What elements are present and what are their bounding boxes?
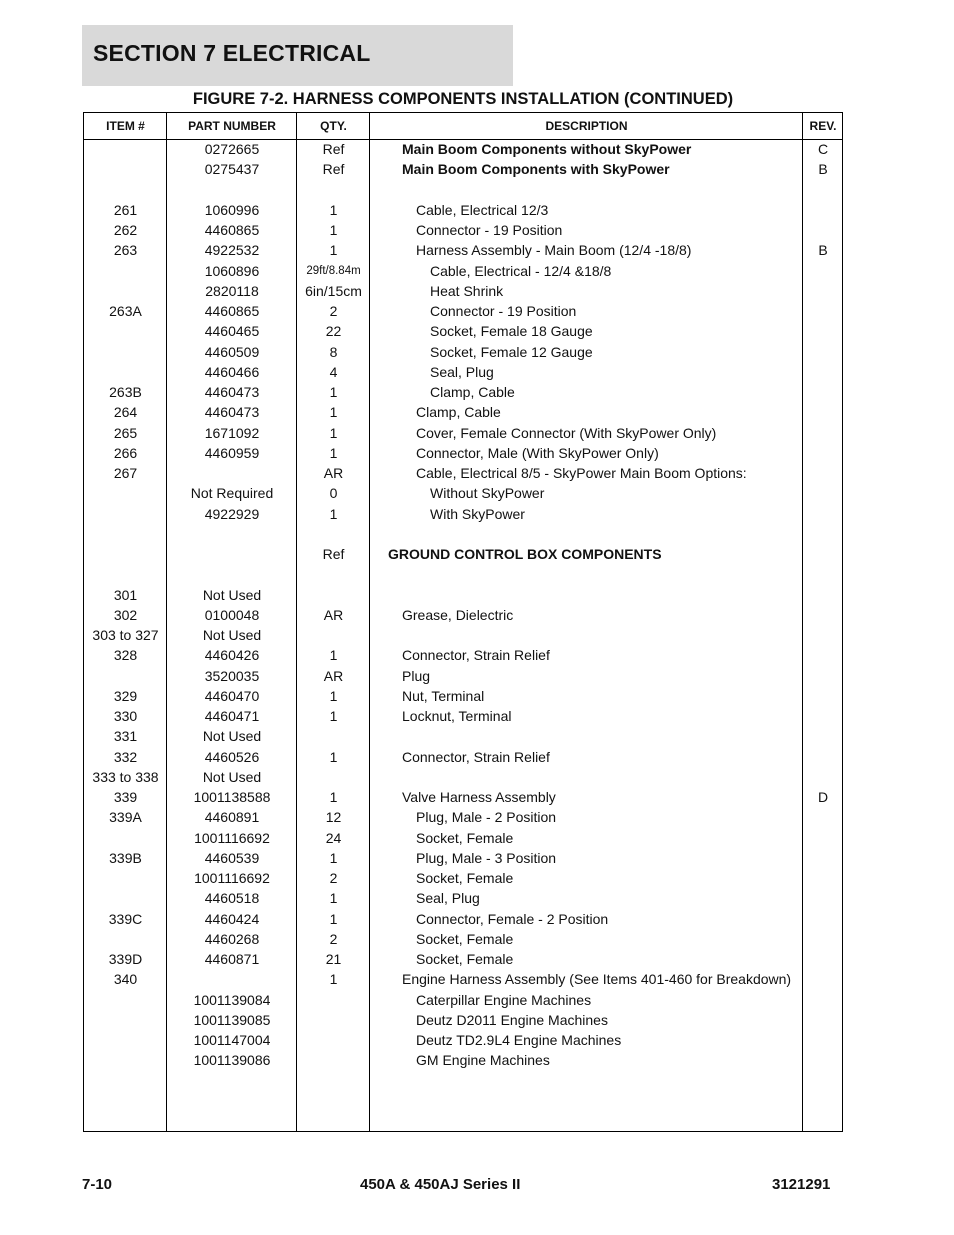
part-number-cell: 0100048: [204, 606, 260, 623]
part-number-cell: Not Used: [202, 728, 262, 745]
header-rev: REV.: [809, 119, 837, 133]
table-row: [84, 321, 842, 341]
description-cell: Caterpillar Engine Machines: [416, 991, 592, 1008]
description-cell: Without SkyPower: [430, 485, 545, 502]
part-number-cell: 4922929: [204, 505, 260, 522]
part-number-cell: 0272665: [204, 141, 260, 157]
part-number-cell: 4460426: [204, 647, 260, 664]
part-number-cell: 4460466: [204, 363, 260, 380]
table-row: [84, 342, 842, 362]
rev-cell: D: [817, 789, 829, 805]
qty-cell: Ref: [322, 546, 345, 562]
part-number-cell: 4460959: [204, 444, 260, 461]
qty-cell: AR: [323, 465, 344, 481]
table-row: [84, 1050, 842, 1070]
description-cell: Main Boom Components without SkyPower: [402, 141, 692, 157]
table-row: [84, 807, 842, 827]
qty-cell: 2: [329, 870, 338, 886]
footer-page-number: 7-10: [82, 1176, 113, 1193]
item-number-cell: 261: [113, 201, 138, 218]
part-number-cell: 1060896: [204, 262, 260, 279]
part-number-cell: 1001139084: [193, 991, 271, 1008]
description-cell: Connector - 19 Position: [430, 303, 577, 319]
table-row: [84, 645, 842, 665]
table-row: [84, 443, 842, 463]
rev-cell: B: [818, 161, 828, 178]
table-row: [84, 990, 842, 1010]
table-row: [84, 747, 842, 767]
table-row: [84, 706, 842, 726]
qty-cell: 4: [329, 363, 338, 380]
description-cell: Socket, Female: [416, 951, 514, 967]
qty-cell: 6in/15cm: [305, 282, 362, 299]
table-row: [84, 787, 842, 807]
qty-cell: 8: [329, 343, 338, 360]
part-number-cell: Not Required: [190, 485, 274, 502]
table-row: [84, 301, 842, 321]
table-row: [84, 524, 842, 544]
table-row: [84, 362, 842, 382]
part-number-cell: 1001116692: [194, 829, 270, 846]
description-cell: Cable, Electrical 8/5 - SkyPower Main Boom Options:: [416, 465, 747, 481]
header-qty: QTY.: [320, 119, 347, 133]
table-row: [84, 949, 842, 969]
part-number-cell: 1060996: [204, 201, 260, 218]
description-cell: Deutz TD2.9L4 Engine Machines: [416, 1032, 622, 1048]
table-row: [84, 504, 842, 524]
rev-cell: C: [817, 141, 829, 157]
header-description: DESCRIPTION: [545, 119, 628, 133]
qty-cell: 1: [329, 849, 338, 866]
part-number-cell: 4460473: [204, 384, 260, 400]
qty-cell: 1: [329, 971, 338, 988]
part-number-cell: 0275437: [204, 161, 260, 178]
part-number-cell: 4460465: [204, 323, 260, 340]
item-number-cell: 329: [113, 687, 138, 704]
qty-cell: 1: [329, 789, 338, 805]
part-number-cell: 4460865: [204, 303, 260, 319]
description-cell: Socket, Female: [416, 870, 514, 886]
description-cell: Plug, Male - 2 Position: [416, 809, 557, 826]
table-row: [84, 240, 842, 260]
table-row: [84, 726, 842, 746]
table-row: [84, 767, 842, 787]
qty-cell: 24: [325, 829, 342, 846]
qty-cell: 1: [329, 242, 338, 259]
part-number-cell: Not Used: [202, 586, 262, 603]
table-row: [84, 139, 842, 159]
qty-cell: AR: [323, 606, 344, 623]
rev-cell: B: [818, 242, 828, 259]
item-number-cell: 332: [113, 748, 138, 765]
qty-cell: 1: [329, 384, 338, 400]
table-row: [84, 564, 842, 584]
part-number-cell: 4460865: [204, 222, 260, 238]
table-row: [84, 423, 842, 443]
item-number-cell: 339D: [108, 951, 143, 967]
description-cell: Cable, Electrical 12/3: [416, 201, 549, 218]
table-row: [84, 909, 842, 929]
item-number-cell: 340: [113, 971, 138, 988]
description-cell: Socket, Female: [416, 829, 514, 846]
part-number-cell: 4460539: [204, 849, 260, 866]
description-cell: Locknut, Terminal: [402, 708, 512, 724]
description-cell: Clamp, Cable: [430, 384, 515, 400]
description-cell: GROUND CONTROL BOX COMPONENTS: [388, 546, 662, 562]
table-row: [84, 180, 842, 200]
item-number-cell: 339B: [109, 849, 142, 866]
description-cell: Heat Shrink: [430, 282, 504, 299]
part-number-cell: 4460891: [204, 809, 260, 826]
table-row: [84, 281, 842, 301]
part-number-cell: 4460871: [204, 951, 260, 967]
description-cell: Socket, Female: [416, 930, 514, 947]
part-number-cell: 4460473: [204, 404, 260, 421]
qty-cell: 1: [329, 222, 338, 238]
footer-doc-number: 3121291: [772, 1176, 831, 1193]
item-number-cell: 262: [113, 222, 138, 238]
table-row: [84, 848, 842, 868]
qty-cell: 2: [329, 303, 338, 319]
item-number-cell: 265: [113, 424, 138, 441]
item-number-cell: 263A: [109, 303, 142, 319]
qty-cell: 29ft/8.84m: [306, 264, 361, 277]
part-number-cell: 4922532: [204, 242, 260, 259]
item-number-cell: 339: [113, 789, 138, 805]
qty-cell: AR: [323, 667, 344, 684]
part-number-cell: 4460470: [204, 687, 260, 704]
table-row: [84, 382, 842, 402]
qty-cell: 2: [329, 930, 338, 947]
item-number-cell: 333 to 338: [92, 768, 159, 785]
description-cell: Main Boom Components with SkyPower: [402, 161, 670, 178]
part-number-cell: 1001116692: [194, 870, 270, 886]
item-number-cell: 266: [113, 444, 138, 461]
qty-cell: 21: [325, 951, 342, 967]
item-number-cell: 302: [113, 606, 138, 623]
part-number-cell: 1001139086: [193, 1052, 271, 1069]
qty-cell: 0: [329, 485, 338, 502]
description-cell: GM Engine Machines: [416, 1052, 550, 1069]
qty-cell: 1: [329, 647, 338, 664]
table-row: [84, 828, 842, 848]
table-row: [84, 159, 842, 179]
part-number-cell: 4460526: [204, 748, 260, 765]
description-cell: Deutz D2011 Engine Machines: [416, 1011, 608, 1028]
item-number-cell: 303 to 327: [92, 627, 159, 643]
table-row: [84, 868, 842, 888]
figure-title: FIGURE 7-2. HARNESS COMPONENTS INSTALLATION (CONTINUED): [192, 90, 734, 108]
item-number-cell: 263: [113, 242, 138, 259]
table-row: [84, 200, 842, 220]
item-number-cell: 328: [113, 647, 138, 664]
qty-cell: 1: [329, 201, 338, 218]
description-cell: Connector, Male (With SkyPower Only): [416, 444, 659, 461]
table-row: [84, 929, 842, 949]
part-number-cell: 1001147004: [193, 1032, 271, 1048]
description-cell: Nut, Terminal: [402, 687, 485, 704]
qty-cell: 1: [329, 890, 338, 907]
qty-cell: 1: [329, 505, 338, 522]
table-row: [84, 969, 842, 989]
footer-model: 450A & 450AJ Series II: [360, 1176, 521, 1193]
description-cell: Engine Harness Assembly (See Items 401-460 for Breakdown): [402, 971, 792, 988]
description-cell: Connector, Strain Relief: [402, 647, 550, 664]
description-cell: Cover, Female Connector (With SkyPower Only): [416, 424, 717, 441]
parts-table: [83, 112, 843, 1132]
qty-cell: 1: [329, 708, 338, 724]
part-number-cell: 4460471: [204, 708, 260, 724]
description-cell: Socket, Female 18 Gauge: [430, 323, 593, 340]
part-number-cell: 2820118: [205, 282, 259, 299]
qty-cell: Ref: [322, 141, 345, 157]
item-number-cell: 331: [113, 728, 138, 745]
item-number-cell: 339A: [109, 809, 142, 826]
item-number-cell: 267: [113, 465, 138, 481]
table-row: [84, 1030, 842, 1050]
description-cell: Connector - 19 Position: [416, 222, 563, 238]
part-number-cell: Not Used: [202, 627, 262, 643]
section-title: SECTION 7 ELECTRICAL: [93, 40, 371, 66]
qty-cell: 1: [329, 424, 338, 441]
table-row: [84, 220, 842, 240]
description-cell: Clamp, Cable: [416, 404, 501, 421]
qty-cell: 12: [325, 809, 342, 826]
description-cell: Connector, Strain Relief: [402, 748, 550, 765]
qty-cell: 1: [329, 910, 338, 927]
table-row: [84, 402, 842, 422]
table-row: [84, 625, 842, 645]
part-number-cell: 4460424: [204, 910, 260, 927]
table-row: [84, 483, 842, 503]
item-number-cell: 301: [113, 586, 138, 603]
description-cell: Seal, Plug: [430, 363, 494, 380]
part-number-cell: 3520035: [204, 667, 260, 684]
table-row: [84, 605, 842, 625]
table-row: [84, 544, 842, 564]
item-number-cell: 339C: [108, 910, 143, 927]
description-cell: Plug, Male - 3 Position: [416, 849, 557, 866]
table-row: [84, 686, 842, 706]
qty-cell: 22: [325, 323, 342, 340]
description-cell: Grease, Dielectric: [402, 606, 514, 623]
part-number-cell: Not Used: [202, 768, 262, 785]
qty-cell: 1: [329, 748, 338, 765]
description-cell: Connector, Female - 2 Position: [416, 910, 609, 927]
header-part-number: PART NUMBER: [188, 119, 276, 133]
table-row: [84, 888, 842, 908]
table-row: [84, 666, 842, 686]
qty-cell: Ref: [322, 161, 345, 178]
section-header: [82, 25, 513, 86]
qty-cell: 1: [329, 687, 338, 704]
table-row: [84, 585, 842, 605]
table-row: [84, 463, 842, 483]
item-number-cell: 330: [113, 708, 138, 724]
part-number-cell: 1001138588: [193, 789, 271, 805]
item-number-cell: 264: [113, 404, 138, 421]
qty-cell: 1: [329, 404, 338, 421]
table-row: [84, 1010, 842, 1030]
part-number-cell: 1671092: [204, 424, 260, 441]
description-cell: Valve Harness Assembly: [402, 789, 556, 805]
table-row: [84, 261, 842, 281]
description-cell: Cable, Electrical - 12/4 &18/8: [430, 262, 612, 279]
part-number-cell: 4460268: [204, 930, 260, 947]
part-number-cell: 4460509: [204, 343, 260, 360]
qty-cell: 1: [329, 444, 338, 461]
part-number-cell: 4460518: [204, 890, 260, 907]
description-cell: With SkyPower: [430, 505, 525, 522]
description-cell: Plug: [402, 667, 431, 684]
item-number-cell: 263B: [109, 384, 142, 400]
header-item: ITEM #: [106, 119, 145, 133]
part-number-cell: 1001139085: [193, 1011, 271, 1028]
description-cell: Socket, Female 12 Gauge: [430, 343, 593, 360]
description-cell: Harness Assembly - Main Boom (12/4 -18/8): [416, 242, 692, 259]
description-cell: Seal, Plug: [416, 890, 480, 907]
